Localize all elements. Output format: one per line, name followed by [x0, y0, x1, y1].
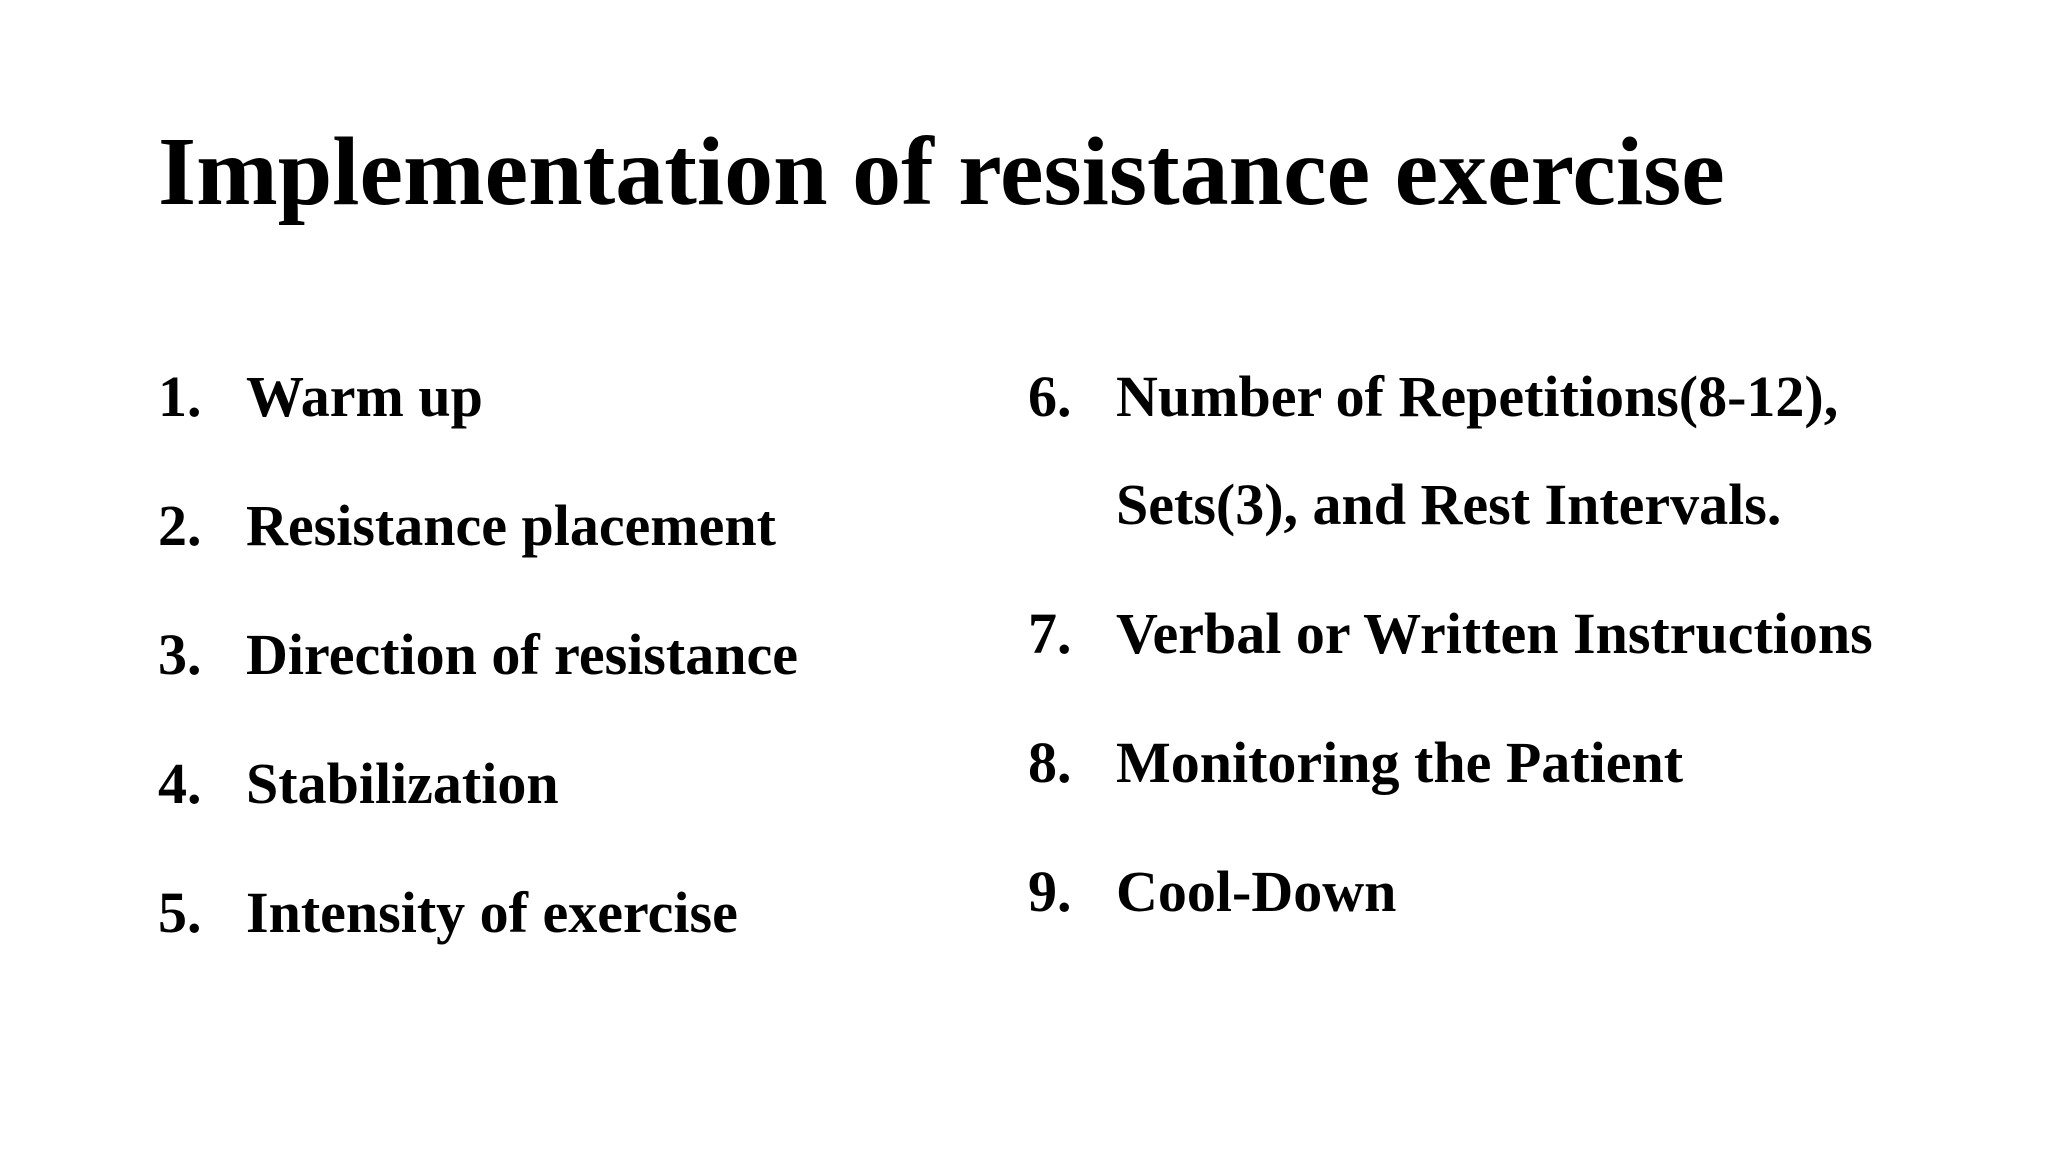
list-item-text: Monitoring the Patient — [1116, 730, 1684, 795]
list-item-text: Warm up — [246, 364, 483, 429]
list-item-number: 8. — [1028, 730, 1072, 795]
list-item-number: 3. — [158, 622, 202, 687]
list-item-number: 2. — [158, 493, 202, 558]
list-item-text: Resistance placement — [246, 493, 776, 558]
left-numbered-list — [158, 343, 978, 988]
list-item-number: 5. — [158, 880, 202, 945]
list-item-number: 7. — [1028, 601, 1072, 666]
list-item — [158, 472, 978, 580]
list-item — [158, 730, 978, 838]
list-item — [158, 601, 978, 709]
right-numbered-list — [1028, 343, 2028, 967]
list-item-number: 9. — [1028, 859, 1072, 924]
list-item-text: Intensity of exercise — [246, 880, 738, 945]
list-item-text: Verbal or Written Instructions — [1116, 601, 1873, 666]
list-item-text: Stabilization — [246, 751, 559, 816]
list-item-number: 4. — [158, 751, 202, 816]
list-item — [1028, 343, 2028, 559]
slide-title: Implementation of resistance exercise — [158, 118, 1725, 226]
list-item — [1028, 838, 2028, 946]
list-item-text: Cool-Down — [1116, 859, 1397, 924]
list-item-number: 1. — [158, 364, 202, 429]
list-item-text: Direction of resistance — [246, 622, 798, 687]
list-item — [1028, 709, 2028, 817]
list-item — [158, 343, 978, 451]
list-item — [158, 859, 978, 967]
list-item-text: Number of Repetitions(8-12), Sets(3), and Rest Intervals. — [1116, 364, 1839, 537]
list-item-number: 6. — [1028, 364, 1072, 429]
list-item — [1028, 580, 2028, 688]
